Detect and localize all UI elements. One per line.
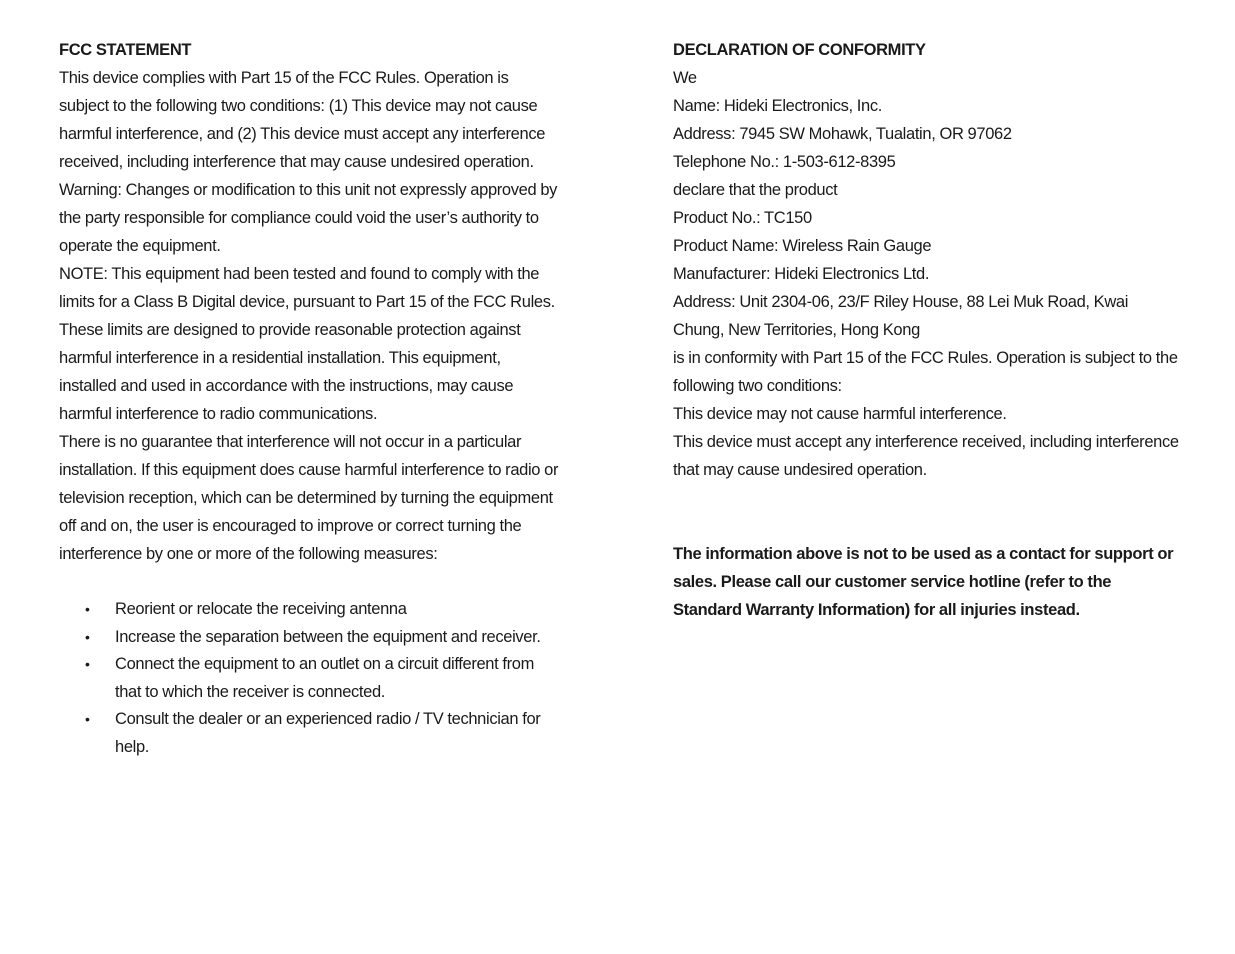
- measure-text: Consult the dealer or an experienced radio / TV technician for help.: [115, 710, 541, 756]
- bullet-icon: •: [85, 601, 90, 617]
- list-item: [85, 596, 561, 624]
- bullet-icon: •: [85, 628, 90, 645]
- list-item: [85, 651, 561, 706]
- measure-text: Reorient or relocate the receiving antenna: [115, 600, 407, 618]
- support-notice: The information above is not to be used as a contact for support or sales. Please call our customer service hotline (refer to the Standard Warranty Information) for all injuries instead.: [673, 545, 1174, 619]
- fcc-statement-column: [59, 36, 561, 761]
- declaration-manufacturer-address: Address: Unit 2304-06, 23/F Riley House, 88 Lei Muk Road, Kwai Chung, New Territories, Hong Kong: [673, 293, 1129, 339]
- measures-list: [59, 596, 561, 761]
- declaration-declare: declare that the product: [673, 181, 838, 199]
- declaration-product-no: Product No.: TC150: [673, 209, 812, 227]
- bullet-icon: •: [85, 656, 90, 672]
- declaration-manufacturer: Manufacturer: Hideki Electronics Ltd.: [673, 265, 930, 283]
- declaration-conformity: is in conformity with Part 15 of the FCC Rules. Operation is subject to the following two conditions:: [673, 349, 1178, 395]
- fcc-guarantee-paragraph: There is no guarantee that interference will not occur in a particular installation. If this equipment does cause harmful interference to radio or television reception, which can be determined by turning the equipment off and on, the user is encouraged to improve or correct turning the interference by one or more of the following measures:: [59, 433, 559, 563]
- bullet-icon: •: [85, 711, 90, 727]
- declaration-we: We: [673, 69, 697, 87]
- declaration-heading: DECLARATION OF CONFORMITY: [673, 41, 926, 59]
- declaration-name: Name: Hideki Electronics, Inc.: [673, 97, 882, 115]
- list-item: [85, 706, 561, 761]
- paragraph-spacer: [59, 568, 561, 596]
- declaration-condition-2: This device must accept any interference received, including interference that may cause undesired operation.: [673, 433, 1179, 479]
- measure-text: Increase the separation between the equipment and receiver.: [115, 627, 541, 646]
- measure-text: Connect the equipment to an outlet on a circuit different from that to which the receiver is connected.: [115, 655, 535, 701]
- fcc-statement-heading: FCC STATEMENT: [59, 41, 192, 59]
- declaration-column: [673, 36, 1179, 624]
- declaration-condition-1: This device may not cause harmful interference.: [673, 405, 1007, 423]
- fcc-intro-paragraph: This device complies with Part 15 of the FCC Rules. Operation is subject to the following two conditions: (1) This device may not cause harmful interference, and (2) This device must accept any interference received, including interference that may cause undesired operation.: [59, 69, 546, 171]
- fcc-note-paragraph: NOTE: This equipment had been tested and found to comply with the limits for a Class B Digital device, pursuant to Part 15 of the FCC Rules. These limits are designed to provide reasonable protection against harmful interference in a residential installation. This equipment, installed and used in accordance with the instructions, may cause harmful interference to radio communications.: [59, 265, 555, 423]
- fcc-warning-paragraph: Warning: Changes or modification to this unit not expressly approved by the party responsible for compliance could void the user’s authority to operate the equipment.: [59, 181, 558, 255]
- declaration-address: Address: 7945 SW Mohawk, Tualatin, OR 97062: [673, 125, 1012, 143]
- list-item: [85, 624, 561, 652]
- declaration-telephone: Telephone No.: 1-503-612-8395: [673, 153, 896, 171]
- declaration-product-name: Product Name: Wireless Rain Gauge: [673, 237, 932, 255]
- paragraph-spacer: [673, 484, 1179, 540]
